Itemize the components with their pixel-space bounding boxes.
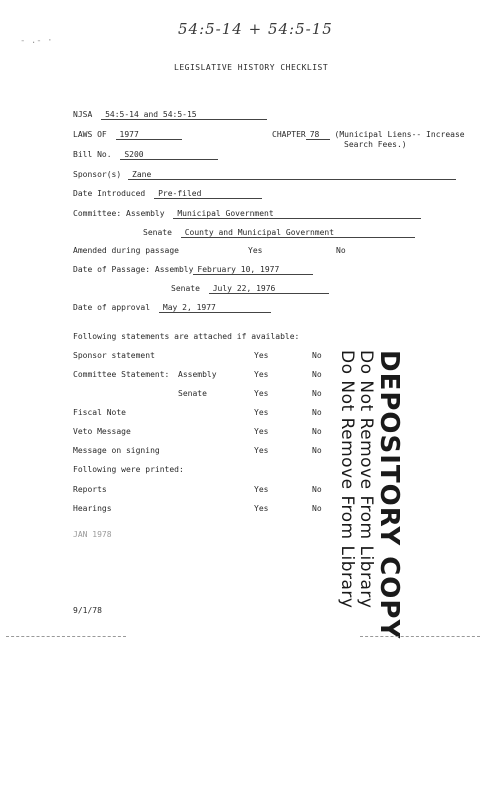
laws-of-label: LAWS OF [73,130,107,139]
row-no: No [312,427,322,436]
row-yes: Yes [254,485,269,494]
row-label: Reports [73,485,107,494]
passage-senate-value: July 22, 1976 [209,284,329,294]
passage-assembly-label: Assembly [154,265,194,274]
row-no: No [312,485,322,494]
faint-date-stamp: JAN 1978 [73,530,112,539]
bill-value: S200 [120,150,218,160]
row-label: Fiscal Note [73,408,126,417]
bill-field [73,150,218,160]
row-label: Veto Message [73,427,131,436]
chapter-note-line1: (Municipal Liens-- Increase [334,130,465,139]
row-yes: Yes [254,427,269,436]
njsa-field [73,110,267,120]
passage-senate-label: Senate [171,284,200,293]
committee-senate-value: County and Municipal Government [181,228,415,238]
approval-label: Date of approval [73,303,151,312]
row-yes: Yes [254,370,269,379]
row-label: Message on signing [73,446,160,455]
sponsor-value: Zane [128,170,456,180]
row-no: No [312,370,322,379]
row-no: No [312,504,322,513]
scan-divider [6,636,126,637]
njsa-label: NJSA [73,110,93,119]
committee-assembly-value: Municipal Government [173,209,421,219]
sponsor-field [73,170,456,180]
committee-assembly-label: Assembly [126,209,165,218]
amended-yes: Yes [248,246,263,255]
handwritten-header: 54:5-14 + 54:5-15 [178,20,333,38]
chapter-field [272,130,465,140]
stamp-line-3: Do Not Remove From Library [337,350,357,609]
row-yes: Yes [254,389,269,398]
scan-divider [360,636,480,637]
passage-senate-field [171,284,329,294]
row-yes: Yes [254,351,269,360]
approval-field [73,303,271,313]
date-introduced-value: Pre-filed [154,189,262,199]
committee-senate-field [143,228,415,238]
passage-assembly-value: February 10, 1977 [193,265,313,275]
row-yes: Yes [254,408,269,417]
chapter-label: CHAPTER [272,130,306,139]
stamp-line-1: DEPOSITORY COPY [374,350,404,640]
committee-assembly-field [73,209,421,219]
row-no: No [312,446,322,455]
passage-assembly-field [73,265,313,275]
bill-label: Bill No. [73,150,112,159]
date-introduced-label: Date Introduced [73,189,146,198]
laws-of-field [73,130,182,140]
row-no: No [312,408,322,417]
njsa-value: 54:5-14 and 54:5-15 [101,110,267,120]
approval-value: May 2, 1977 [159,303,271,313]
chapter-value: 78 [306,130,330,140]
row-label: Sponsor statement [73,351,155,360]
date-introduced-field [73,189,262,199]
corner-marks: - .- · [20,36,53,46]
attached-heading: Following statements are attached if available: [73,332,300,341]
depository-stamp [338,350,402,639]
page-title: LEGISLATIVE HISTORY CHECKLIST [174,63,329,72]
row-label: Hearings [73,504,112,513]
stamp-line-2: Do Not Remove From Library [356,350,376,609]
passage-label: Date of Passage: [73,265,151,274]
row-sub-label: Senate [178,389,207,398]
committee-senate-label: Senate [143,228,172,237]
row-sub-label: Assembly [178,370,217,379]
laws-of-value: 1977 [116,130,182,140]
footer-date: 9/1/78 [73,606,102,615]
row-no: No [312,389,322,398]
printed-heading: Following were printed: [73,465,184,474]
sponsor-label: Sponsor(s) [73,170,122,179]
row-yes: Yes [254,446,269,455]
committee-label: Committee: [73,209,122,218]
row-label: Committee Statement: [73,370,170,379]
row-yes: Yes [254,504,269,513]
row-no: No [312,351,322,360]
amended-no: No [336,246,346,255]
chapter-note-line2: Search Fees.) [344,140,407,149]
amended-label: Amended during passage [73,246,179,255]
